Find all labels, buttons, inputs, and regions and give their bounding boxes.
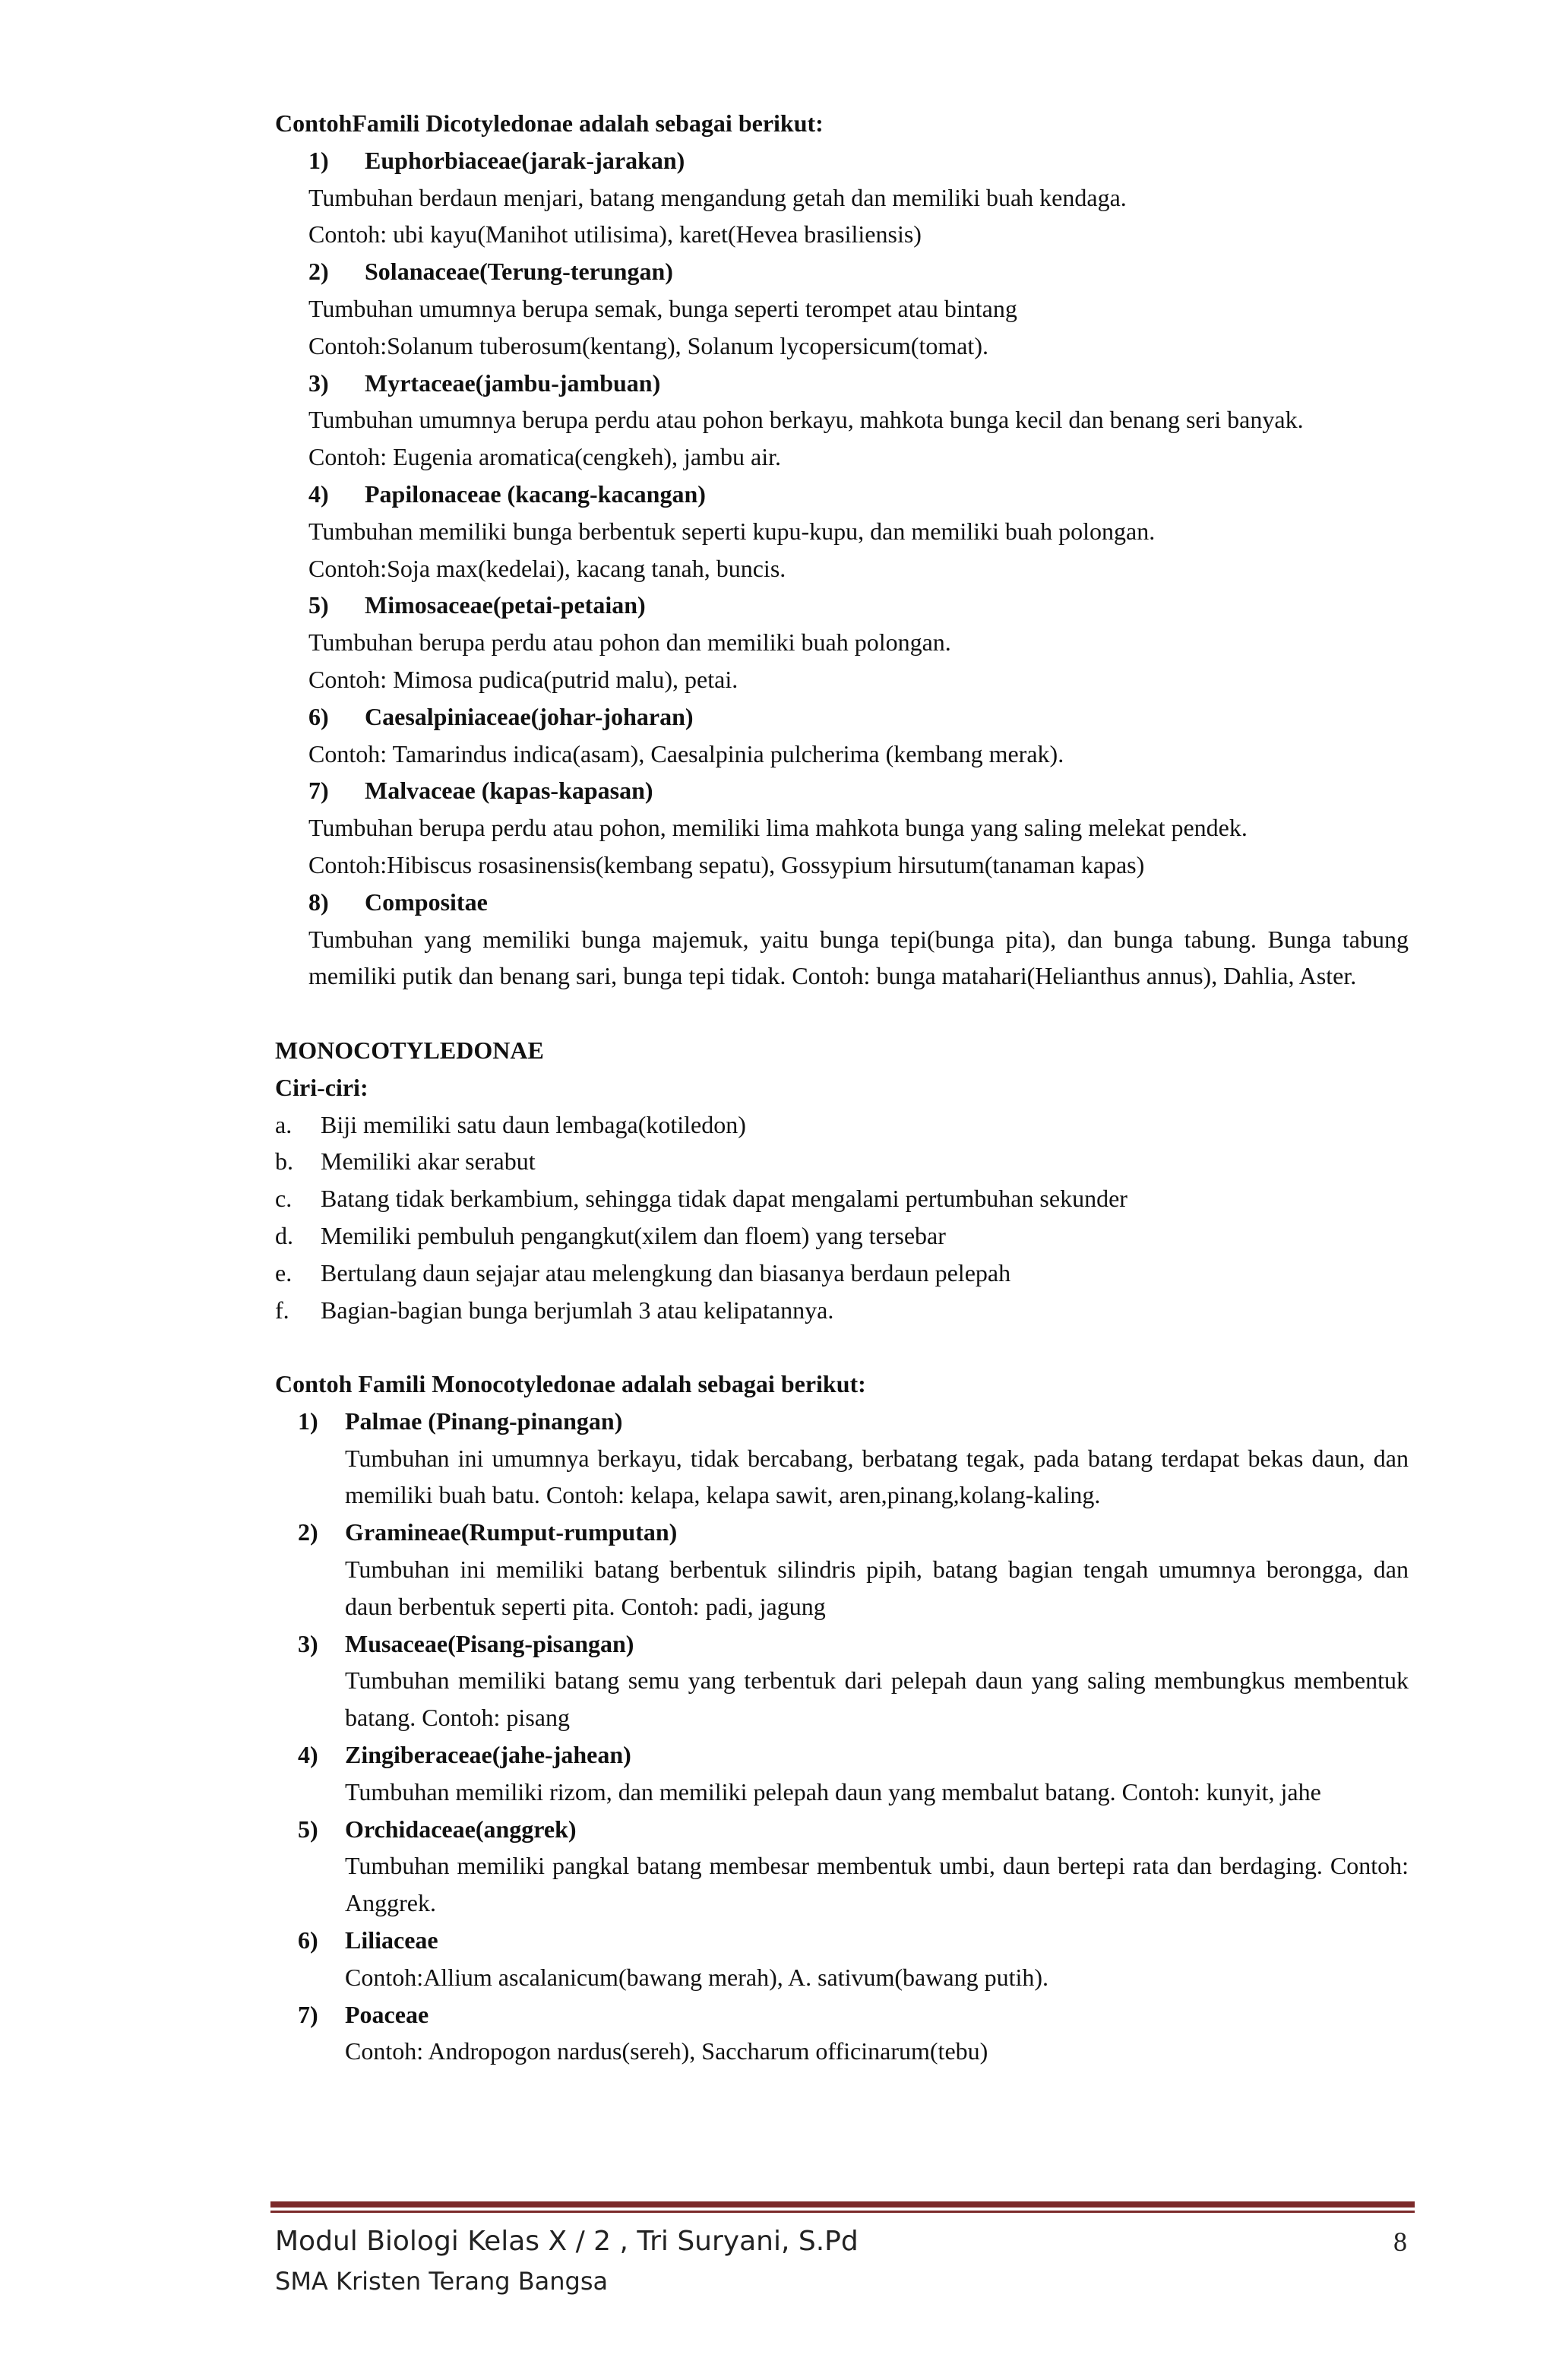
item-text: Tumbuhan berupa perdu atau pohon dan memiliki buah polongan. bbox=[308, 628, 951, 657]
mono-family-1 bbox=[275, 1403, 1409, 1514]
item-example: Contoh: Mimosa pudica(putrid malu), petai. bbox=[308, 665, 738, 693]
list-text: Memiliki akar serabut bbox=[321, 1147, 536, 1176]
item-title: Papilonaceae (kacang-kacangan) bbox=[365, 479, 706, 508]
item-text: Tumbuhan memiliki pangkal batang membesar membentuk umbi, daun bertepi rata dan berdaging. Contoh: Anggrek. bbox=[345, 1852, 1409, 1917]
list-letter: e. bbox=[275, 1258, 293, 1287]
item-number: 2) bbox=[298, 1518, 318, 1546]
item-text: Tumbuhan umumnya berupa perdu atau pohon berkayu, mahkota bunga kecil dan benang seri banyak. bbox=[308, 406, 1304, 434]
item-text: Tumbuhan yang memiliki bunga majemuk, yaitu bunga tepi(bunga pita), dan bunga tabung. Bunga tabung memiliki putik dan benang sari, bunga tepi tidak. Contoh: bunga matahari(Helianthus annus), Dahlia, Aster. bbox=[308, 925, 1409, 990]
item-text: Tumbuhan memiliki bunga berbentuk seperti kupu-kupu, dan memiliki buah polongan. bbox=[308, 517, 1156, 545]
list-item bbox=[275, 1180, 1409, 1217]
item-text: Tumbuhan ini umumnya berkayu, tidak bercabang, berbatang tegak, pada batang terdapat bekas daun, dan memiliki buah batu. Contoh: kelapa, kelapa sawit, aren,pinang,kolang-kaling. bbox=[345, 1444, 1409, 1509]
dicot-item-1 bbox=[275, 142, 1409, 253]
mono-subheading: Ciri-ciri: bbox=[275, 1073, 368, 1101]
dicot-heading: ContohFamili Dicotyledonae adalah sebagai berikut: bbox=[275, 109, 824, 137]
list-text: Bertulang daun sejajar atau melengkung dan biasanya berdaun pelepah bbox=[321, 1258, 1011, 1287]
item-example: Contoh:Soja max(kedelai), kacang tanah, buncis. bbox=[308, 554, 786, 582]
item-text: Tumbuhan berdaun menjari, batang mengandung getah dan memiliki buah kendaga. bbox=[308, 183, 1127, 211]
list-item bbox=[275, 1106, 1409, 1144]
dicot-item-3 bbox=[275, 365, 1409, 476]
item-number: 1) bbox=[308, 146, 329, 174]
item-example: Contoh:Hibiscus rosasinensis(kembang sepatu), Gossypium hirsutum(tanaman kapas) bbox=[308, 850, 1145, 878]
section-spacer bbox=[275, 1328, 1409, 1366]
dicot-item-4 bbox=[275, 476, 1409, 587]
page-content bbox=[275, 105, 1409, 2070]
item-text: Tumbuhan memiliki batang semu yang terbentuk dari pelepah daun yang saling membungkus membentuk batang. Contoh: pisang bbox=[345, 1666, 1409, 1732]
section-spacer bbox=[275, 995, 1409, 1032]
item-example: Contoh: Tamarindus indica(asam), Caesalpinia pulcherima (kembang merak). bbox=[308, 739, 1064, 767]
item-text: Tumbuhan berupa perdu atau pohon, memiliki lima mahkota bunga yang saling melekat pendek. bbox=[308, 814, 1248, 842]
footer-title: Modul Biologi Kelas X / 2 , Tri Suryani, S.Pd bbox=[275, 2226, 859, 2257]
item-title: Myrtaceae(jambu-jambuan) bbox=[365, 369, 661, 397]
item-title: Gramineae(Rumput-rumputan) bbox=[345, 1518, 678, 1546]
list-item bbox=[275, 1217, 1409, 1255]
item-number: 7) bbox=[298, 2000, 318, 2028]
mono-characteristics-list bbox=[275, 1106, 1409, 1329]
mono-family-2 bbox=[275, 1514, 1409, 1625]
mono-family-5 bbox=[275, 1811, 1409, 1922]
list-letter: d. bbox=[275, 1221, 293, 1249]
list-letter: c. bbox=[275, 1185, 293, 1213]
item-example: Contoh: Eugenia aromatica(cengkeh), jambu air. bbox=[308, 443, 781, 471]
list-text: Bagian-bagian bunga berjumlah 3 atau kelipatannya. bbox=[321, 1296, 834, 1324]
item-example: Contoh: ubi kayu(Manihot utilisima), karet(Hevea brasiliensis) bbox=[308, 220, 922, 248]
item-number: 3) bbox=[298, 1629, 318, 1657]
item-title: Musaceae(Pisang-pisangan) bbox=[345, 1629, 634, 1657]
item-title: Liliaceae bbox=[345, 1926, 438, 1954]
item-number: 2) bbox=[308, 258, 329, 286]
item-number: 5) bbox=[308, 591, 329, 619]
item-text: Tumbuhan ini memiliki batang berbentuk silindris pipih, batang bagian tengah umumnya berongga, dan daun berbentuk seperti pita. Contoh: padi, jagung bbox=[345, 1556, 1409, 1620]
item-title: Orchidaceae(anggrek) bbox=[345, 1815, 577, 1843]
list-item bbox=[275, 1255, 1409, 1292]
mono-family-3 bbox=[275, 1625, 1409, 1736]
item-title: Malvaceae (kapas-kapasan) bbox=[365, 777, 653, 805]
list-item bbox=[275, 1292, 1409, 1329]
mono-family-6 bbox=[275, 1922, 1409, 1996]
dicot-item-7 bbox=[275, 772, 1409, 883]
item-title: Compositae bbox=[365, 888, 488, 916]
item-number: 4) bbox=[308, 479, 329, 508]
list-text: Biji memiliki satu daun lembaga(kotiledon) bbox=[321, 1110, 746, 1138]
item-number: 4) bbox=[298, 1741, 318, 1769]
list-letter: a. bbox=[275, 1110, 293, 1138]
dicot-item-8 bbox=[275, 884, 1409, 995]
item-text: Contoh:Allium ascalanicum(bawang merah), A. sativum(bawang putih). bbox=[345, 1963, 1048, 1991]
item-number: 5) bbox=[298, 1815, 318, 1843]
list-letter: b. bbox=[275, 1147, 293, 1176]
item-text: Contoh: Andropogon nardus(sereh), Saccharum officinarum(tebu) bbox=[345, 2037, 988, 2065]
list-text: Memiliki pembuluh pengangkut(xilem dan floem) yang tersebar bbox=[321, 1221, 946, 1249]
item-number: 7) bbox=[308, 777, 329, 805]
mono-families-heading: Contoh Famili Monocotyledonae adalah sebagai berikut: bbox=[275, 1370, 866, 1398]
item-title: Poaceae bbox=[345, 2000, 429, 2028]
footer-school: SMA Kristen Terang Bangsa bbox=[275, 2267, 609, 2296]
item-number: 6) bbox=[298, 1926, 318, 1954]
mono-family-7 bbox=[275, 1996, 1409, 2071]
list-text: Batang tidak berkambium, sehingga tidak dapat mengalami pertumbuhan sekunder bbox=[321, 1185, 1127, 1213]
dicot-item-5 bbox=[275, 587, 1409, 698]
footer-rule-thin bbox=[270, 2211, 1415, 2213]
item-number: 1) bbox=[298, 1407, 318, 1435]
item-number: 8) bbox=[308, 888, 329, 916]
item-title: Caesalpiniaceae(johar-joharan) bbox=[365, 702, 694, 730]
item-title: Solanaceae(Terung-terungan) bbox=[365, 258, 673, 286]
page-number: 8 bbox=[1393, 2227, 1407, 2257]
item-text: Tumbuhan memiliki rizom, dan memiliki pelepah daun yang membalut batang. Contoh: kunyit, jahe bbox=[345, 1777, 1321, 1806]
list-letter: f. bbox=[275, 1296, 289, 1324]
item-title: Mimosaceae(petai-petaian) bbox=[365, 591, 646, 619]
dicot-item-2 bbox=[275, 253, 1409, 364]
item-number: 6) bbox=[308, 702, 329, 730]
item-example: Contoh:Solanum tuberosum(kentang), Solanum lycopersicum(tomat). bbox=[308, 331, 988, 359]
mono-family-4 bbox=[275, 1736, 1409, 1811]
item-title: Zingiberaceae(jahe-jahean) bbox=[345, 1741, 631, 1769]
item-number: 3) bbox=[308, 369, 329, 397]
item-text: Tumbuhan umumnya berupa semak, bunga seperti terompet atau bintang bbox=[308, 294, 1017, 322]
footer-rule-thick bbox=[270, 2201, 1415, 2208]
dicot-item-6 bbox=[275, 698, 1409, 773]
mono-heading: MONOCOTYLEDONAE bbox=[275, 1036, 544, 1064]
item-title: Euphorbiaceae(jarak-jarakan) bbox=[365, 146, 685, 174]
item-title: Palmae (Pinang-pinangan) bbox=[345, 1407, 623, 1435]
list-item bbox=[275, 1143, 1409, 1180]
